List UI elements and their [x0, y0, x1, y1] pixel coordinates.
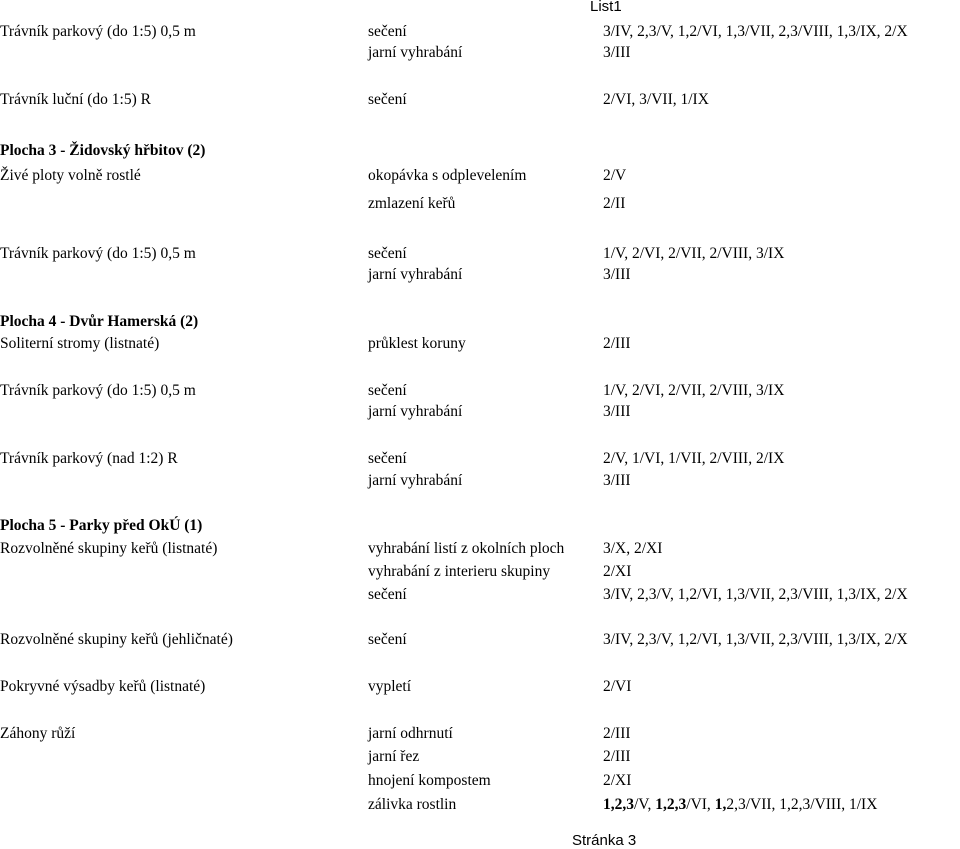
activity-cell: vyhrabání z interieru skupiny [368, 563, 551, 580]
schedule-cell: 3/X, 2/XI [603, 540, 663, 557]
activity-cell: hnojení kompostem [368, 772, 491, 789]
plant-cell: Pokryvné výsadby keřů (listnaté) [0, 678, 206, 695]
schedule-cell: 1/V, 2/VI, 2/VII, 2/VIII, 3/IX [603, 245, 785, 262]
plant-cell: Živé ploty volně rostlé [0, 167, 141, 184]
schedule-cell: 3/III [603, 403, 631, 420]
activity-cell: jarní vyhrabání [368, 472, 463, 489]
schedule-cell: 2/III [603, 748, 631, 765]
schedule-cell: 2/XI [603, 563, 632, 580]
activity-cell: vyhrabání listí z okolních ploch [368, 540, 565, 557]
schedule-part: 1, [714, 796, 727, 813]
schedule-cell: 3/IV, 2,3/V, 1,2/VI, 1,3/VII, 2,3/VIII, 1,3/IX, 2/X [603, 586, 908, 603]
section-heading: Plocha 4 - Dvůr Hamerská (2) [0, 313, 199, 330]
schedule-cell: 2/VI, 3/VII, 1/IX [603, 91, 709, 108]
activity-cell: jarní odhrnutí [368, 725, 453, 742]
schedule-cell [603, 795, 877, 815]
plant-cell: Trávník parkový (nad 1:2) R [0, 450, 178, 467]
activity-cell: jarní vyhrabání [368, 44, 463, 61]
activity-cell: jarní řez [368, 748, 420, 765]
plant-cell: Soliterní stromy (listnaté) [0, 335, 160, 352]
plant-cell: Trávník parkový (do 1:5) 0,5 m [0, 23, 196, 40]
activity-cell: průklest koruny [368, 335, 466, 352]
schedule-cell: 2/XI [603, 772, 632, 789]
schedule-cell: 1/V, 2/VI, 2/VII, 2/VIII, 3/IX [603, 382, 785, 399]
schedule-cell: 2/V, 1/VI, 1/VII, 2/VIII, 2/IX [603, 450, 785, 467]
activity-cell: okopávka s odplevelením [368, 167, 527, 184]
sheet-header: List1 [590, 0, 622, 15]
schedule-cell: 3/IV, 2,3/V, 1,2/VI, 1,3/VII, 2,3/VIII, 1,3/IX, 2/X [603, 631, 908, 648]
schedule-cell: 3/IV, 2,3/V, 1,2/VI, 1,3/VII, 2,3/VIII, 1,3/IX, 2/X [603, 23, 908, 40]
page-footer: Stránka 3 [572, 832, 637, 849]
schedule-cell: 2/II [603, 195, 626, 212]
activity-cell: zálivka rostlin [368, 796, 457, 813]
plant-cell: Rozvolněné skupiny keřů (jehličnaté) [0, 631, 233, 648]
schedule-cell: 3/III [603, 472, 631, 489]
activity-cell: sečení [368, 450, 407, 467]
schedule-part: 1,2,3 [603, 796, 634, 813]
activity-cell: sečení [368, 631, 407, 648]
plant-cell: Záhony růží [0, 725, 76, 742]
activity-cell: sečení [368, 23, 407, 40]
activity-cell: jarní vyhrabání [368, 403, 463, 420]
activity-cell: zmlazení keřů [368, 195, 456, 212]
schedule-cell: 2/V [603, 167, 627, 184]
schedule-cell: 2/III [603, 725, 631, 742]
activity-cell: sečení [368, 91, 407, 108]
activity-cell: jarní vyhrabání [368, 266, 463, 283]
schedule-cell: 3/III [603, 266, 631, 283]
plant-cell: Trávník luční (do 1:5) R [0, 91, 151, 108]
activity-cell: sečení [368, 245, 407, 262]
schedule-part: /V, [634, 796, 656, 813]
schedule-part: /VI, [686, 796, 715, 813]
schedule-cell: 2/VI [603, 678, 632, 695]
section-heading: Plocha 3 - Židovský hřbitov (2) [0, 142, 206, 159]
activity-cell: vypletí [368, 678, 412, 695]
schedule-part: 1,2,3 [655, 796, 687, 813]
section-heading: Plocha 5 - Parky před OkÚ (1) [0, 517, 203, 534]
schedule-part: 2,3/VII, 1,2,3/VIII, 1/IX [726, 796, 878, 813]
activity-cell: sečení [368, 586, 407, 603]
schedule-cell: 2/III [603, 335, 631, 352]
plant-cell: Trávník parkový (do 1:5) 0,5 m [0, 382, 196, 399]
plant-cell: Trávník parkový (do 1:5) 0,5 m [0, 245, 196, 262]
schedule-cell: 3/III [603, 44, 631, 61]
plant-cell: Rozvolněné skupiny keřů (listnaté) [0, 540, 218, 557]
activity-cell: sečení [368, 382, 407, 399]
